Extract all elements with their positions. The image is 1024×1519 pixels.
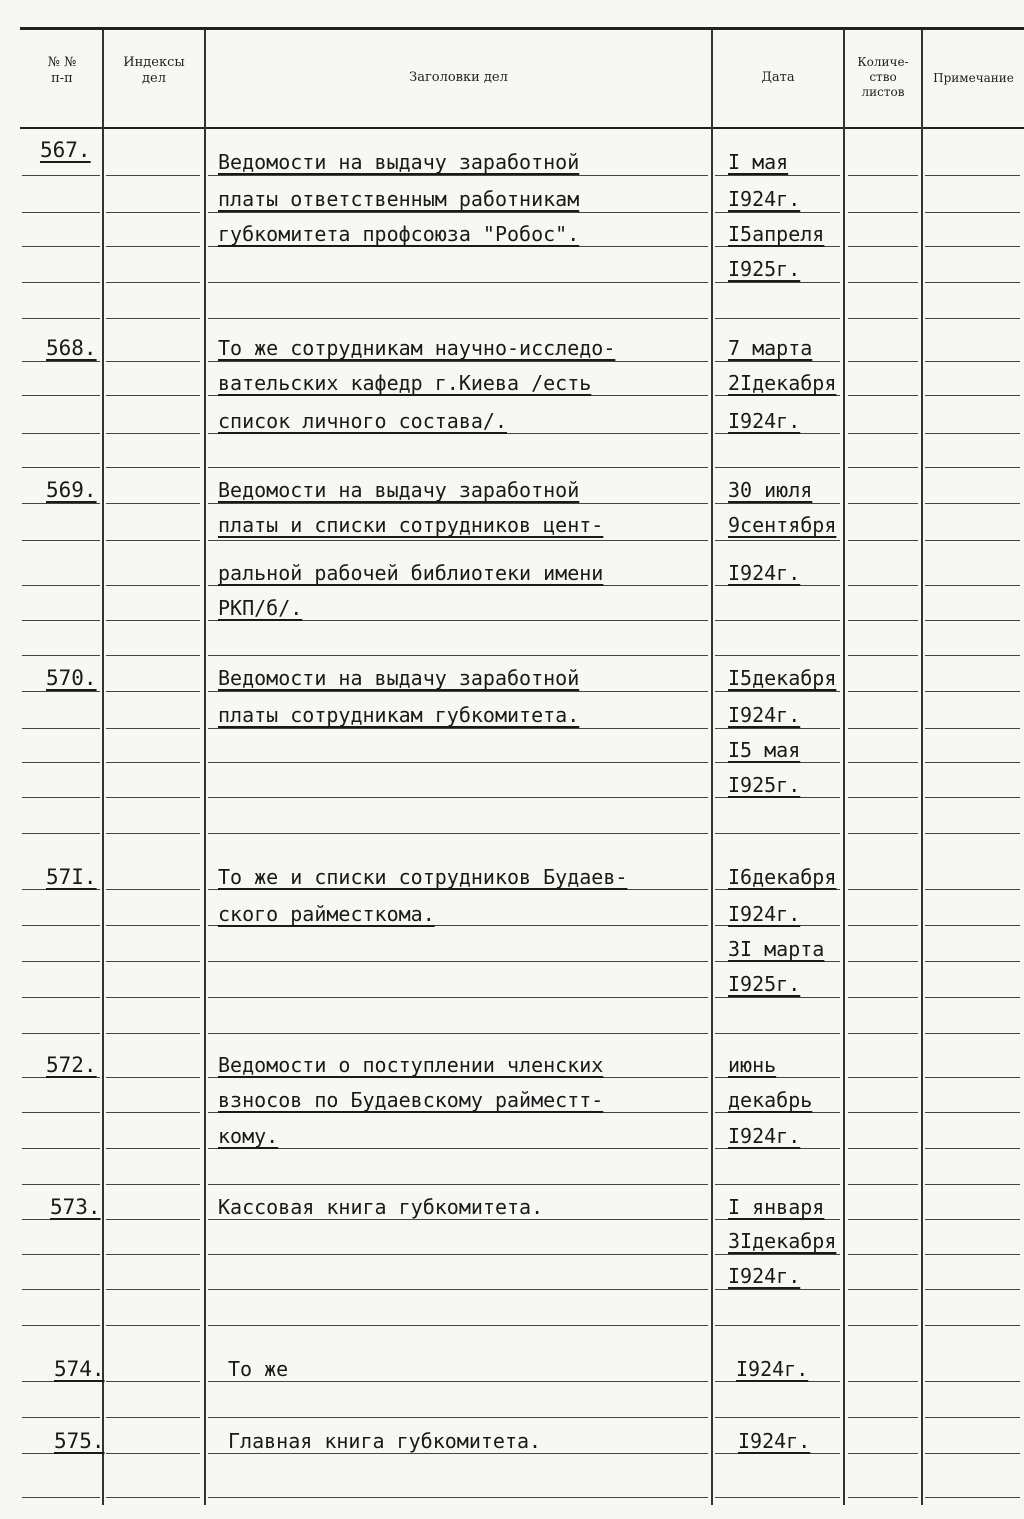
row-title-line: взносов по Будаевскому райместт-: [218, 1088, 604, 1112]
ruled-line: [106, 1289, 200, 1290]
row-title-line: платы ответственным работникам: [218, 187, 580, 211]
ruled-line: [925, 1184, 1020, 1185]
ruled-line: [715, 175, 840, 176]
ruled-line: [208, 728, 708, 729]
row-title-line: платы и списки сотрудников цент-: [218, 513, 604, 537]
ruled-line: [848, 540, 918, 541]
ruled-line: [848, 212, 918, 213]
col-divider-5: [921, 30, 923, 1505]
ruled-line: [715, 318, 840, 319]
row-date-line: I924г.: [728, 1124, 801, 1148]
ruled-line: [715, 246, 840, 247]
ruled-line: [208, 1381, 708, 1382]
row-date-line: 7 марта: [728, 336, 813, 360]
ruled-line: [22, 1033, 100, 1034]
ruled-line: [22, 585, 100, 586]
ruled-line: [22, 889, 100, 890]
ruled-line: [715, 282, 840, 283]
ruled-line: [715, 655, 840, 656]
ruled-line: [715, 433, 840, 434]
row-title-line: То же сотрудникам научно-исследо-: [218, 336, 616, 360]
ruled-line: [715, 1453, 840, 1454]
ruled-line: [106, 540, 200, 541]
row-title-line: вательских кафедр г.Киева /есть: [218, 371, 592, 395]
ruled-line: [106, 318, 200, 319]
row-date-line: I924г.: [738, 1429, 811, 1453]
ruled-line: [208, 318, 708, 319]
ruled-line: [22, 361, 100, 362]
ruled-line: [848, 318, 918, 319]
ruled-line: [925, 1497, 1020, 1498]
col-divider-1: [102, 30, 104, 1505]
ruled-line: [848, 762, 918, 763]
ruled-line: [925, 1033, 1020, 1034]
ruled-line: [22, 503, 100, 504]
ruled-line: [848, 728, 918, 729]
ruled-line: [715, 997, 840, 998]
ruled-line: [22, 620, 100, 621]
ruled-line: [848, 1417, 918, 1418]
ruled-line: [106, 762, 200, 763]
ruled-line: [715, 1417, 840, 1418]
ruled-line: [848, 797, 918, 798]
ruled-line: [208, 585, 708, 586]
ruled-line: [22, 961, 100, 962]
ruled-line: [106, 1254, 200, 1255]
ruled-line: [715, 540, 840, 541]
ruled-line: [22, 1148, 100, 1149]
ruled-line: [208, 1033, 708, 1034]
row-title-line: Главная книга губкомитета.: [228, 1429, 542, 1453]
row-date-line: I924г.: [728, 409, 801, 433]
row-date-line: I5 мая: [728, 738, 801, 762]
ruled-line: [925, 1325, 1020, 1326]
ruled-line: [22, 728, 100, 729]
row-date-line: I5декабря: [728, 666, 837, 690]
ruled-line: [925, 1289, 1020, 1290]
ruled-line: [22, 1254, 100, 1255]
ruled-line: [715, 1184, 840, 1185]
row-title-line: Ведомости на выдачу заработной: [218, 478, 580, 502]
ruled-line: [925, 762, 1020, 763]
ruled-line: [106, 175, 200, 176]
ruled-line: [22, 1289, 100, 1290]
ruled-line: [106, 833, 200, 834]
row-title-line: губкомитета профсоюза "Робос".: [218, 222, 580, 246]
ruled-line: [925, 395, 1020, 396]
ruled-line: [848, 889, 918, 890]
header-index: Индексы дел: [123, 55, 185, 86]
ruled-line: [208, 395, 708, 396]
ruled-line: [22, 175, 100, 176]
row-date-line: I925г.: [728, 257, 801, 281]
ruled-line: [208, 655, 708, 656]
ruled-line: [925, 433, 1020, 434]
ruled-line: [208, 997, 708, 998]
row-date-line: I мая: [728, 150, 789, 174]
ruled-line: [848, 1254, 918, 1255]
ruled-line: [22, 1112, 100, 1113]
ruled-line: [106, 1453, 200, 1454]
ruled-line: [106, 925, 200, 926]
ruled-line: [925, 282, 1020, 283]
ruled-line: [106, 961, 200, 962]
ruled-line: [106, 1325, 200, 1326]
ruled-line: [106, 246, 200, 247]
ruled-line: [715, 1148, 840, 1149]
ruled-line: [715, 1289, 840, 1290]
row-title-line: РКП/б/.: [218, 596, 303, 620]
ruled-line: [106, 212, 200, 213]
ruled-line: [106, 1381, 200, 1382]
ruled-line: [22, 691, 100, 692]
row-date-line: I января: [728, 1195, 825, 1219]
header-title: Заголовки дел: [409, 70, 508, 85]
ruled-line: [208, 1254, 708, 1255]
ruled-line: [715, 762, 840, 763]
row-date-line: июнь: [728, 1053, 777, 1077]
col-divider-4: [843, 30, 845, 1505]
ruled-line: [925, 540, 1020, 541]
ruled-line: [208, 797, 708, 798]
ruled-line: [925, 175, 1020, 176]
ruled-line: [22, 1453, 100, 1454]
ruled-line: [925, 1381, 1020, 1382]
ruled-line: [925, 797, 1020, 798]
ruled-line: [715, 1219, 840, 1220]
ruled-line: [106, 1184, 200, 1185]
ruled-line: [22, 1184, 100, 1185]
ruled-line: [848, 585, 918, 586]
ruled-line: [22, 797, 100, 798]
row-number: 567.: [40, 138, 91, 162]
ruled-line: [106, 467, 200, 468]
ruled-line: [106, 433, 200, 434]
header-bottom-border: [20, 127, 1024, 129]
ruled-line: [848, 1497, 918, 1498]
row-title-line: кому.: [218, 1124, 279, 1148]
row-number: 575.: [54, 1429, 105, 1453]
ruled-line: [106, 1077, 200, 1078]
ruled-line: [848, 282, 918, 283]
ruled-line: [925, 503, 1020, 504]
ruled-line: [715, 1033, 840, 1034]
ruled-line: [208, 212, 708, 213]
ruled-line: [715, 1325, 840, 1326]
ruled-line: [208, 1148, 708, 1149]
ruled-line: [715, 1254, 840, 1255]
row-number: 572.: [46, 1053, 97, 1077]
ruled-line: [715, 1381, 840, 1382]
ruled-line: [208, 175, 708, 176]
ruled-line: [925, 1077, 1020, 1078]
ruled-line: [22, 833, 100, 834]
ruled-line: [925, 1112, 1020, 1113]
ruled-line: [715, 585, 840, 586]
ruled-line: [848, 503, 918, 504]
ruled-line: [715, 889, 840, 890]
ruled-line: [106, 691, 200, 692]
ruled-line: [22, 318, 100, 319]
ruled-line: [22, 433, 100, 434]
row-title-line: Кассовая книга губкомитета.: [218, 1195, 544, 1219]
ruled-line: [925, 1148, 1020, 1149]
ruled-line: [925, 655, 1020, 656]
ruled-line: [848, 1219, 918, 1220]
ruled-line: [22, 1417, 100, 1418]
row-date-line: I924г.: [728, 561, 801, 585]
ruled-line: [848, 1033, 918, 1034]
ruled-line: [106, 395, 200, 396]
ruled-line: [208, 282, 708, 283]
ruled-line: [848, 1148, 918, 1149]
ruled-line: [848, 395, 918, 396]
row-title-line: Ведомости на выдачу заработной: [218, 150, 580, 174]
ruled-line: [106, 585, 200, 586]
ruled-line: [925, 925, 1020, 926]
ruled-line: [106, 503, 200, 504]
ruled-line: [22, 1077, 100, 1078]
ruled-line: [715, 797, 840, 798]
ruled-line: [106, 889, 200, 890]
ruled-line: [22, 1219, 100, 1220]
ruled-line: [925, 691, 1020, 692]
ruled-line: [848, 620, 918, 621]
ruled-line: [848, 1112, 918, 1113]
header-sheets: Количе- ство листов: [857, 55, 909, 99]
ruled-line: [208, 1417, 708, 1418]
ruled-line: [208, 1453, 708, 1454]
row-title-line: То же: [228, 1357, 289, 1381]
row-title-line: То же и списки сотрудников Будаев-: [218, 865, 628, 889]
header-note: Примечание: [933, 71, 1014, 85]
ruled-line: [106, 620, 200, 621]
row-date-line: I925г.: [728, 972, 801, 996]
ruled-line: [208, 503, 708, 504]
col-divider-2: [204, 30, 206, 1505]
ruled-line: [106, 282, 200, 283]
ruled-line: [22, 246, 100, 247]
row-date-line: I924г.: [728, 902, 801, 926]
ruled-line: [208, 361, 708, 362]
ruled-line: [848, 961, 918, 962]
ruled-line: [208, 1219, 708, 1220]
ruled-line: [106, 361, 200, 362]
row-title-line: ральной рабочей библиотеки имени: [218, 561, 604, 585]
ruled-line: [22, 1325, 100, 1326]
row-date-line: декабрь: [728, 1088, 813, 1112]
ruled-line: [848, 433, 918, 434]
ruled-line: [208, 833, 708, 834]
row-date-line: 3Iдекабря: [728, 1229, 837, 1253]
ruled-line: [925, 467, 1020, 468]
ruled-line: [208, 1112, 708, 1113]
ruled-line: [848, 246, 918, 247]
ruled-line: [848, 997, 918, 998]
ruled-line: [208, 467, 708, 468]
ruled-line: [925, 246, 1020, 247]
ruled-line: [22, 1497, 100, 1498]
ruled-line: [715, 1497, 840, 1498]
ruled-line: [848, 1325, 918, 1326]
ruled-line: [925, 728, 1020, 729]
ruled-line: [925, 961, 1020, 962]
ruled-line: [925, 620, 1020, 621]
table-top-border: [20, 27, 1024, 30]
ruled-line: [925, 361, 1020, 362]
ruled-line: [106, 1033, 200, 1034]
ruled-line: [22, 762, 100, 763]
ruled-line: [715, 503, 840, 504]
ruled-line: [925, 997, 1020, 998]
ruled-line: [22, 467, 100, 468]
ruled-line: [925, 1254, 1020, 1255]
ruled-line: [106, 728, 200, 729]
header-number: № № п-п: [47, 55, 77, 86]
ruled-line: [715, 467, 840, 468]
row-number: 570.: [46, 666, 97, 690]
ruled-line: [848, 467, 918, 468]
header-date: Дата: [761, 70, 795, 85]
ruled-line: [208, 762, 708, 763]
ruled-line: [848, 655, 918, 656]
ruled-line: [106, 1497, 200, 1498]
ruled-line: [715, 361, 840, 362]
ruled-line: [925, 585, 1020, 586]
ruled-line: [208, 620, 708, 621]
row-date-line: I924г.: [728, 1264, 801, 1288]
ruled-line: [715, 961, 840, 962]
row-date-line: I924г.: [728, 187, 801, 211]
ruled-line: [106, 1112, 200, 1113]
ruled-line: [715, 620, 840, 621]
row-number: 573.: [50, 1195, 101, 1219]
ruled-line: [925, 1453, 1020, 1454]
ruled-line: [848, 1453, 918, 1454]
ruled-line: [715, 1112, 840, 1113]
row-date-line: I924г.: [728, 703, 801, 727]
ruled-line: [22, 395, 100, 396]
ruled-line: [715, 212, 840, 213]
ruled-line: [208, 246, 708, 247]
ruled-line: [208, 1077, 708, 1078]
ruled-line: [925, 318, 1020, 319]
row-number: 57I.: [46, 865, 97, 889]
row-date-line: I5апреля: [728, 222, 825, 246]
ruled-line: [208, 889, 708, 890]
row-number: 574.: [54, 1357, 105, 1381]
ruled-line: [848, 1077, 918, 1078]
row-title-line: список личного состава/.: [218, 409, 507, 433]
ruled-line: [106, 1148, 200, 1149]
ruled-line: [208, 540, 708, 541]
ruled-line: [848, 1289, 918, 1290]
ruled-line: [22, 282, 100, 283]
ruled-line: [208, 1325, 708, 1326]
row-title-line: Ведомости на выдачу заработной: [218, 666, 580, 690]
ruled-line: [106, 1219, 200, 1220]
ruled-line: [22, 655, 100, 656]
ruled-line: [848, 691, 918, 692]
ruled-line: [925, 833, 1020, 834]
ruled-line: [925, 889, 1020, 890]
ruled-line: [22, 925, 100, 926]
ruled-line: [208, 433, 708, 434]
ruled-line: [208, 691, 708, 692]
row-date-line: I6декабря: [728, 865, 837, 889]
ruled-line: [715, 833, 840, 834]
row-date-line: 2Iдекабря: [728, 371, 837, 395]
row-number: 569.: [46, 478, 97, 502]
ruled-line: [22, 540, 100, 541]
row-date-line: 30 июля: [728, 478, 813, 502]
row-number: 568.: [46, 336, 97, 360]
ruled-line: [106, 1417, 200, 1418]
ruled-line: [848, 833, 918, 834]
row-date-line: 9сентября: [728, 513, 837, 537]
ruled-line: [925, 1219, 1020, 1220]
row-date-line: I924г.: [736, 1357, 809, 1381]
ruled-line: [208, 961, 708, 962]
ruled-line: [106, 655, 200, 656]
row-date-line: I925г.: [728, 773, 801, 797]
ruled-line: [208, 1497, 708, 1498]
ruled-line: [208, 1289, 708, 1290]
ruled-line: [22, 997, 100, 998]
row-date-line: 3I марта: [728, 937, 825, 961]
ruled-line: [22, 212, 100, 213]
ruled-line: [715, 395, 840, 396]
ruled-line: [848, 361, 918, 362]
ruled-line: [848, 1184, 918, 1185]
ruled-line: [925, 1417, 1020, 1418]
col-divider-3: [711, 30, 713, 1505]
ruled-line: [925, 212, 1020, 213]
ruled-line: [208, 1184, 708, 1185]
ruled-line: [848, 175, 918, 176]
row-title-line: Ведомости о поступлении членских: [218, 1053, 604, 1077]
row-title-line: ского райместкома.: [218, 902, 435, 926]
ruled-line: [715, 1077, 840, 1078]
ruled-line: [848, 925, 918, 926]
ruled-line: [848, 1381, 918, 1382]
ruled-line: [106, 797, 200, 798]
ruled-line: [715, 691, 840, 692]
ruled-line: [106, 997, 200, 998]
ruled-line: [715, 728, 840, 729]
row-title-line: платы сотрудникам губкомитета.: [218, 703, 580, 727]
ruled-line: [22, 1381, 100, 1382]
